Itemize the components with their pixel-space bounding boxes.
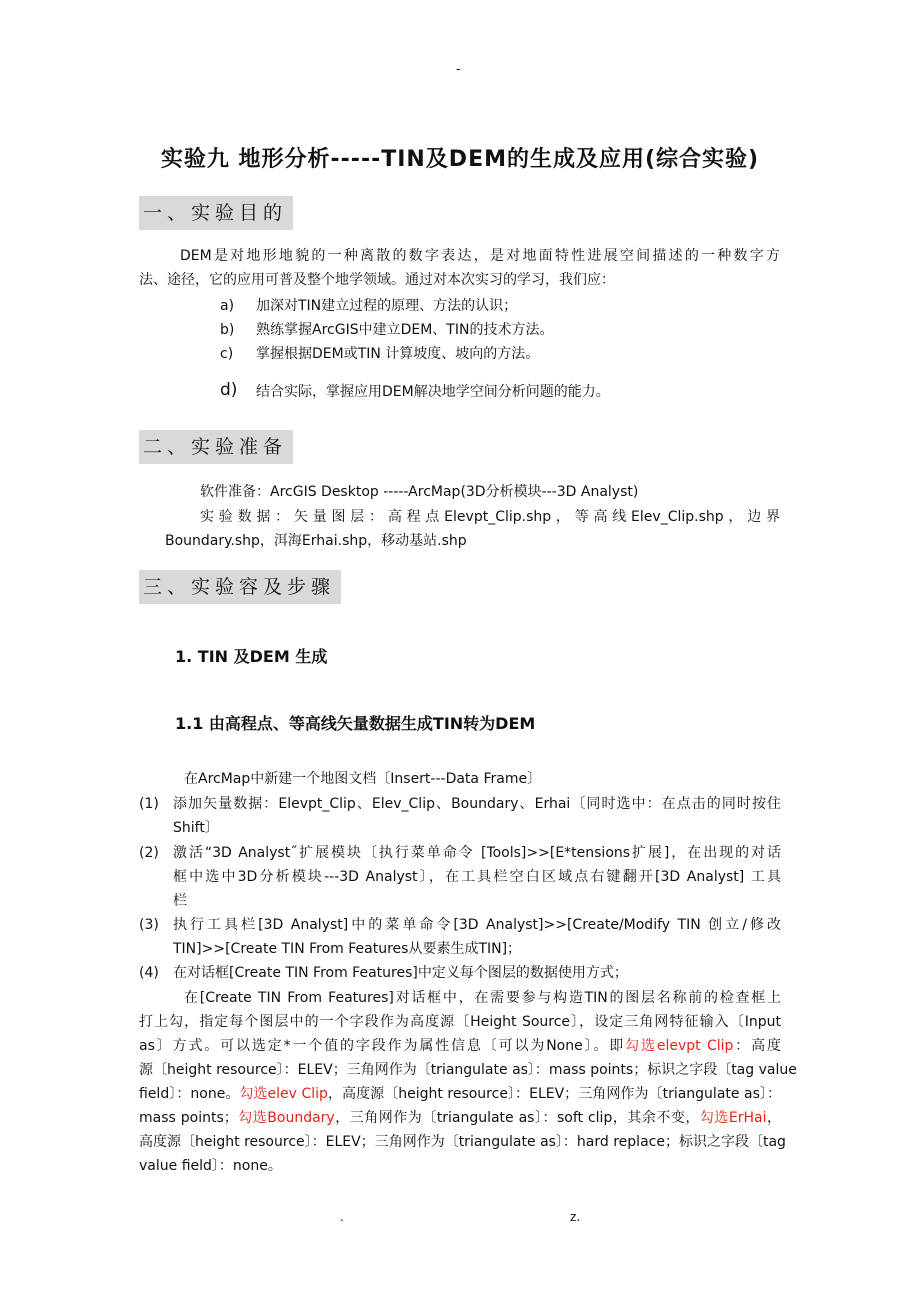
step-3-line-2: TIN]>>[Create TIN From Features从要素生成TIN]；	[173, 941, 522, 957]
step-1-line-1: 添加矢量数据：Elevpt_Clip、Elev_Clip、Boundary、Erhai〔同时选中：在点击的同时按住	[173, 796, 781, 812]
purpose-item-mark: d)	[220, 380, 238, 400]
heading-1-1: 1.1 由高程点、等高线矢量数据生成TIN转为DEM	[175, 714, 536, 733]
section-heading-steps: 三、实验容及步骤	[139, 570, 341, 604]
purpose-item-mark: c)	[220, 346, 234, 362]
purpose-line-2: 法、途径，它的应用可普及整个地学领域。通过对本次实习的学习，我们应：	[139, 272, 615, 288]
step-mark: (1)	[139, 796, 159, 812]
highlight-elevpt-clip: 勾选elevpt Clip	[625, 1038, 734, 1054]
purpose-item-mark: b)	[220, 322, 235, 338]
para-line-5	[139, 1082, 781, 1106]
step-mark: (2)	[139, 845, 159, 861]
step-2-line-1: 激活“3D Analyst˝扩展模块〔执行菜单命令 [Tools]>>[E*tensions扩展]，在出现的对话	[173, 845, 781, 861]
para-line-4: 源〔height resource〕：ELEV；三角网作为〔triangulate as〕：mass points；标识之字段〔tag value	[139, 1062, 797, 1078]
purpose-item-text: 熟练掌握ArcGIS中建立DEM、TIN的技术方法。	[256, 322, 554, 338]
para-text: ，高度源〔height resource〕：ELEV；三角网作为〔triangulate as〕：	[327, 1086, 782, 1102]
highlight-boundary: 勾选Boundary	[237, 1110, 335, 1126]
para-text: ，	[766, 1110, 781, 1126]
section-heading-purpose: 一、实验目的	[139, 196, 293, 230]
step-mark: (3)	[139, 917, 159, 933]
para-line-6	[139, 1106, 781, 1130]
purpose-line-1: DEM是对地形地貌的一种离散的数字表达，是对地面特性进展空间描述的一种数字方	[180, 248, 780, 264]
step-4-line-1: 在对话框[Create TIN From Features]中定义每个图层的数据使用方式；	[173, 965, 628, 981]
purpose-item-mark: a)	[220, 298, 235, 314]
para-line-1: 在[Create TIN From Features]对话框中，在需要参与构造TIN的图层名称前的检查框上	[184, 990, 781, 1006]
heading-tin-dem: 1. TIN 及DEM 生成	[175, 647, 328, 666]
para-text: ：高度	[733, 1038, 781, 1054]
highlight-erhai: 勾选ErHai	[699, 1110, 767, 1126]
para-line-7: 高度源〔height resource〕：ELEV；三角网作为〔triangulate as〕：hard replace；标识之字段〔tag	[139, 1134, 786, 1150]
step-1-line-2: Shift〕	[173, 820, 219, 836]
header-mark: -	[456, 62, 461, 77]
footer-right-mark: z.	[570, 1210, 581, 1224]
step-3-line-1: 执行工具栏[3D Analyst]中的菜单命令[3D Analyst]>>[Create/Modify TIN 创立/修改	[173, 917, 781, 933]
data-prep-line-2: Boundary.shp，洱海Erhai.shp，移动基站.shp	[165, 533, 467, 549]
step-mark: (4)	[139, 965, 159, 981]
step-2-line-3: 栏	[173, 893, 187, 909]
steps-intro: 在ArcMap中新建一个地图文档〔Insert---Data Frame〕	[184, 771, 542, 787]
highlight-elev-clip: 勾选elev Clip	[239, 1086, 328, 1102]
para-line-8: value field〕：none。	[139, 1158, 282, 1174]
footer-left-mark: .	[340, 1210, 344, 1224]
para-text: ，三角网作为〔triangulate as〕：soft clip，其余不变，	[334, 1110, 700, 1126]
para-text: field〕：none。	[139, 1086, 240, 1102]
section-heading-preparation: 二、实验准备	[139, 430, 293, 464]
purpose-item-text: 掌握根据DEM或TIN 计算坡度、坡向的方法。	[256, 346, 540, 362]
software-prep: 软件准备：ArcGIS Desktop -----ArcMap(3D分析模块---3D Analyst)	[200, 484, 639, 500]
para-line-2: 打上勾，指定每个图层中的一个字段作为高度源〔Height Source〕，设定三角网特征输入〔Input	[139, 1014, 781, 1030]
page-title: 实验九 地形分析-----TIN及DEM的生成及应用(综合实验)	[160, 147, 760, 172]
data-prep-line-1: 实验数据：矢量图层：高程点Elevpt_Clip.shp，等高线Elev_Clip.shp，边界	[200, 509, 780, 525]
para-text: as〕方式。可以选定*一个值的字段作为属性信息〔可以为None〕。即	[139, 1038, 626, 1054]
purpose-item-text: 结合实际，掌握应用DEM解决地学空间分析问题的能力。	[256, 384, 610, 400]
step-2-line-2: 框中选中3D分析模块---3D Analyst〕，在工具栏空白区域点右键翻开[3D Analyst] 工具	[173, 869, 781, 885]
purpose-item-text: 加深对TIN建立过程的原理、方法的认识；	[256, 298, 518, 314]
para-line-3	[139, 1034, 781, 1058]
para-text: mass points；	[139, 1110, 238, 1126]
